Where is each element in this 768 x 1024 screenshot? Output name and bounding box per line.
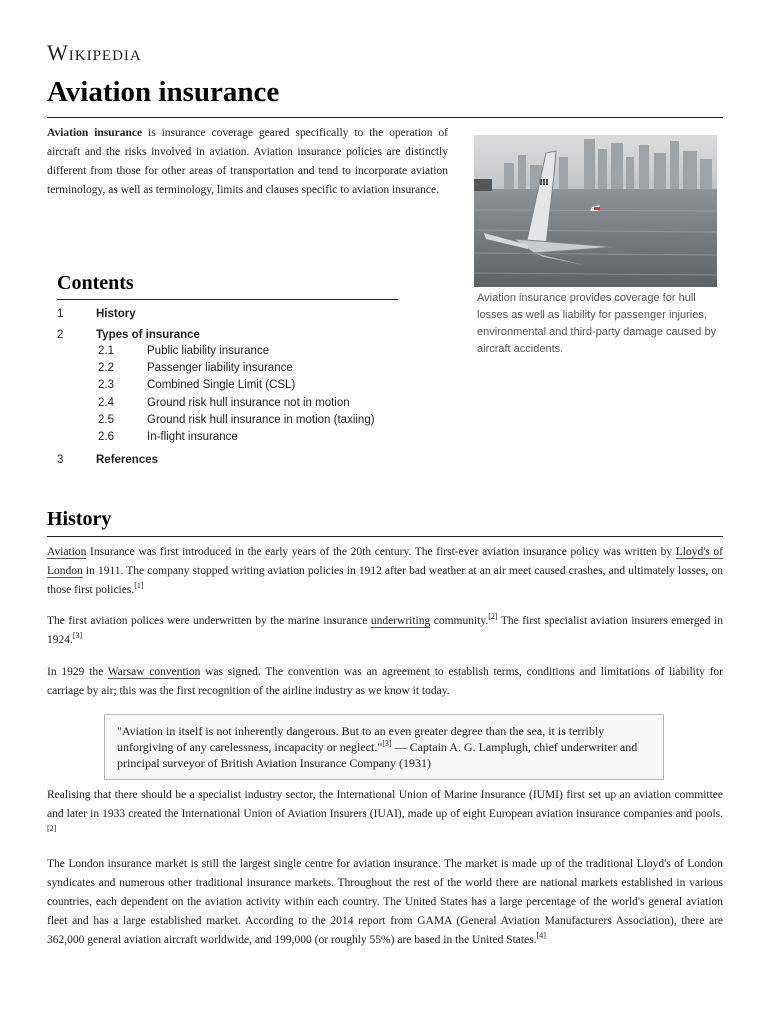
toc-item-label: Types of insurance — [96, 329, 200, 341]
page-title: Aviation insurance — [47, 76, 280, 108]
citation-ref[interactable]: [1] — [134, 581, 144, 591]
toc-item-number: 2 — [57, 329, 64, 341]
toc-subitem-label: Ground risk hull insurance not in motion — [147, 397, 350, 409]
citation-ref[interactable]: [2] — [47, 824, 57, 834]
toc-item-label: References — [96, 454, 159, 466]
paragraph-text: community. — [430, 615, 489, 627]
paragraph-text: The London insurance market is still the largest single centre for aviation insurance. The market is made up of the traditional Lloyd's of London syndicates and numerous other traditional insurance markets. Throughout the rest of the world there are national markets established in various countries, each dependent on the aviation activity within each country. The United States has a large percentage of the world's general aviation fleet and has a large established market. According to the 2014 report from GAMA (General Aviation Manufacturers Association), there are 362,000 general aviation aircraft worldwide, and 199,000 (or roughly 55%) are based in the United States. — [47, 858, 723, 946]
toc-subitem-label: Ground risk hull insurance in motion (taxiing) — [147, 414, 375, 426]
paragraph-text: In 1929 the — [47, 666, 108, 678]
intro-paragraph — [47, 124, 448, 200]
paragraph-text: Insurance was first introduced in the early years of the 20th century. The first-ever aviation insurance policy was written by — [86, 546, 676, 558]
paragraph-text: Realising that there should be a specialist industry sector, the International Union of Marine Insurance (IUMI) first set up an aviation committee and later in 1933 created the International Union of Aviation Insurers (IUAI), made up of eight European aviation insurance companies and pools. — [47, 789, 723, 820]
intro-text: is insurance coverage geared specifically to the operation of aircraft and the risks involved in aviation. Aviation insurance policies are distinctly different from those for other areas of transportation and tend to incorporate aviation terminology, as well as terminology, limits and clauses specific to aviation insurance. — [47, 127, 448, 196]
paragraph-text: was signed. The convention was an agreement to establish terms, conditions and limitations of liability for carriage by air; this was the first recognition of the airline industry as we know it today. — [47, 666, 723, 697]
toc-subitem-label: In-flight insurance — [147, 431, 238, 443]
table-of-contents — [57, 272, 398, 466]
citation-ref[interactable]: [3] — [72, 631, 83, 641]
quote-text: "Aviation in itself is not inherently dangerous. But to an even greater degree than the sea, it is terribly unforgiving of any carelessness, incapacity or neglect." — [117, 724, 605, 754]
link-aviation[interactable]: Aviation — [47, 546, 87, 558]
link-lloyds-of-london[interactable]: Lloyd's of London — [47, 546, 723, 577]
link-underwriting[interactable]: underwriting — [370, 615, 431, 627]
link-warsaw-convention[interactable]: Warsaw convention — [107, 666, 201, 678]
quote-block — [104, 714, 664, 780]
toc-subitem-number: 2.6 — [98, 431, 114, 443]
toc-item-label: History — [96, 308, 136, 320]
toc-subitem-label: Combined Single Limit (CSL) — [147, 379, 296, 391]
toc-subitem-number: 2.2 — [98, 362, 114, 374]
toc-subitem-number: 2.3 — [98, 379, 114, 391]
citation-ref[interactable]: [2] — [488, 612, 498, 622]
toc-subitem-label: Public liability insurance — [147, 345, 270, 357]
section-heading-history: History — [47, 508, 112, 530]
toc-item-number: 1 — [57, 308, 64, 320]
history-paragraph-1 — [47, 543, 723, 600]
history-paragraph-3 — [47, 663, 723, 701]
history-paragraph-5 — [47, 855, 723, 950]
infobox-figure — [474, 135, 717, 358]
citation-ref[interactable]: [4] — [536, 931, 546, 941]
title-divider — [47, 117, 723, 118]
toc-subitem-number: 2.1 — [98, 345, 114, 357]
quote-attribution: — Captain A. G. Lamplugh, chief underwriter and principal surveyor of British Aviation Insurance Company (1931) — [117, 740, 638, 770]
paragraph-text: in 1911. The company stopped writing aviation policies in 1912 after bad weather at an air meet caused crashes, and ultimately losses, on those first policies. — [47, 565, 723, 596]
history-paragraph-2 — [47, 612, 723, 650]
figure-caption: Aviation insurance provides coverage for hull losses as well as liability for passenger injuries, environmental and third-party damage caused by aircraft accidents. — [477, 292, 717, 355]
history-paragraph-4 — [47, 786, 723, 843]
paragraph-text: The first aviation polices were underwritten by the marine insurance — [47, 615, 371, 627]
toc-subitem-number: 2.4 — [98, 397, 114, 409]
toc-item-number: 3 — [57, 454, 64, 466]
intro-bold-term: Aviation insurance — [47, 127, 143, 139]
paragraph-text: The first specialist aviation insurers emerged in 1924. — [47, 615, 723, 646]
toc-subitem-number: 2.5 — [98, 414, 114, 426]
toc-title: Contents — [57, 272, 134, 294]
wikipedia-wordmark[interactable]: Wikipedia — [47, 40, 142, 65]
toc-subitem-label: Passenger liability insurance — [147, 362, 293, 374]
toc-divider — [57, 299, 398, 300]
citation-ref[interactable]: [3] — [382, 739, 392, 748]
seaplane-crash-photo[interactable] — [474, 135, 717, 287]
section-divider — [47, 536, 723, 537]
